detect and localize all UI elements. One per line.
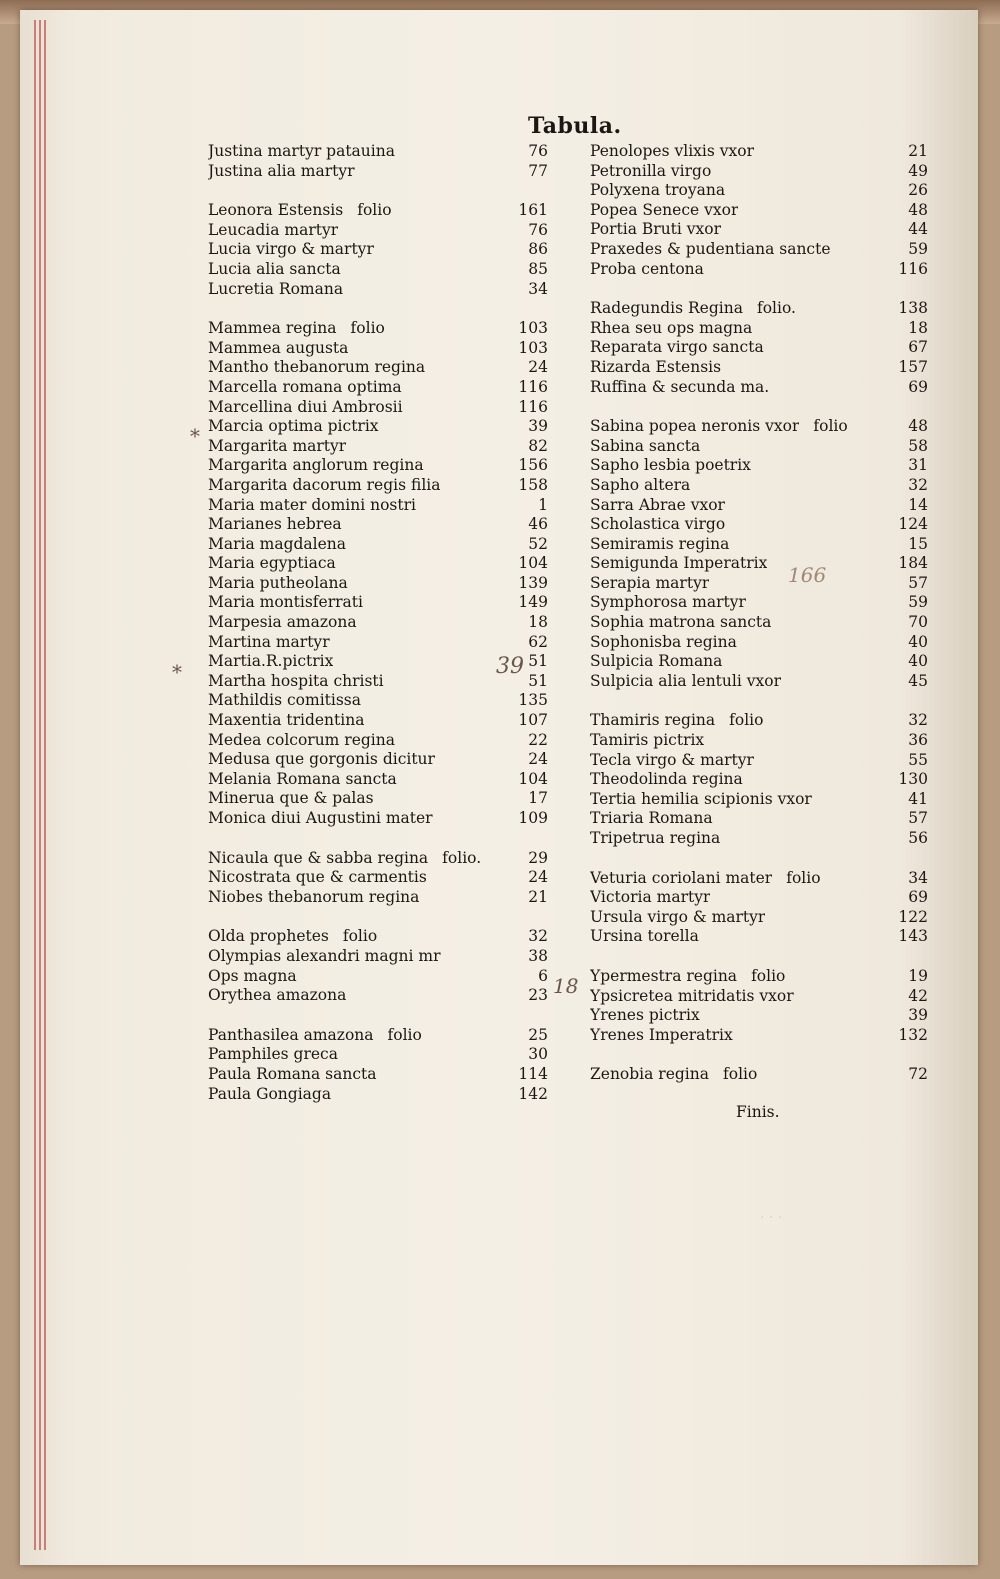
index-entry <box>208 633 548 653</box>
index-entry <box>208 201 548 221</box>
entry-name: Reparata virgo sancta <box>590 338 764 357</box>
index-entry <box>208 849 548 869</box>
entry-name: Marcellina diui Ambrosii <box>208 397 403 416</box>
folio-number: 124 <box>898 515 928 534</box>
entry-name: Mantho thebanorum regina <box>208 358 426 377</box>
folio-number: 30 <box>528 1045 548 1064</box>
entry-name: Penolopes vlixis vxor <box>590 142 754 160</box>
folio-number: 48 <box>908 200 928 219</box>
index-entry <box>590 162 928 182</box>
entry-name: Semiramis regina <box>590 534 730 553</box>
index-entry <box>590 770 928 790</box>
index-entry <box>208 1085 548 1105</box>
index-entry <box>208 750 548 770</box>
entry-name: Paula Romana sancta <box>208 1064 377 1083</box>
folio-number: 56 <box>908 829 928 847</box>
entry-name: Mammea augusta <box>208 338 349 357</box>
entry-name: Sabina popea neronis vxor <box>590 417 800 436</box>
folio-number: 184 <box>898 554 928 573</box>
handwritten-correction: 166 <box>788 563 827 587</box>
folio-number: 21 <box>528 887 548 906</box>
page-heading: Tabula. <box>528 113 622 139</box>
entry-name: Justina martyr patauina <box>208 142 395 160</box>
index-entry <box>590 987 928 1007</box>
entry-name: Maria putheolana <box>208 573 348 592</box>
entry-name: Mathildis comitissa <box>208 691 362 710</box>
entry-name: Thamiris regina <box>590 711 716 730</box>
entry-name: Leonora Estensis <box>208 201 344 220</box>
entry-name: Pamphiles greca <box>208 1045 338 1064</box>
entry-name: Margarita martyr <box>208 436 347 455</box>
index-entry <box>590 535 928 555</box>
handwritten-correction: 39 <box>496 654 524 679</box>
folio-number: 51 <box>528 652 548 671</box>
folio-number: 34 <box>908 868 928 887</box>
folio-number: 69 <box>908 377 928 396</box>
folio-number: 59 <box>908 239 928 258</box>
index-entry <box>208 358 548 378</box>
folio-label: folio. <box>442 848 482 867</box>
index-group <box>208 1026 548 1104</box>
folio-number: 116 <box>518 397 548 416</box>
folio-number: 69 <box>908 888 928 907</box>
entry-name: Martia.R.pictrix <box>208 652 334 671</box>
folio-number: 6 <box>538 966 548 985</box>
folio-number: 39 <box>528 417 548 436</box>
index-entry <box>590 908 928 928</box>
index-entry <box>208 162 548 182</box>
entry-name: Maria mater domini nostri <box>208 495 416 514</box>
entry-name: Yrenes Imperatrix <box>590 1025 733 1044</box>
entry-name: Rizarda Estensis <box>590 357 722 376</box>
entry-name: Paula Gongiaga <box>208 1084 332 1103</box>
folio-number: 85 <box>528 259 548 278</box>
folio-number: 122 <box>898 907 928 926</box>
index-entry <box>590 633 928 653</box>
index-entry <box>590 1026 928 1046</box>
index-entry <box>590 181 928 201</box>
index-entry <box>590 456 928 476</box>
entry-name: Symphorosa martyr <box>590 593 746 612</box>
entry-name: Ops magna <box>208 966 297 985</box>
index-entry <box>208 691 548 711</box>
folio-number: 1 <box>538 495 548 514</box>
folio-label: folio <box>357 201 392 220</box>
entry-name: Praxedes & pudentiana sancte <box>590 239 831 258</box>
folio-number: 135 <box>518 691 548 710</box>
index-entry <box>590 1065 928 1085</box>
entry-name: Ruffina & secunda ma. <box>590 377 770 396</box>
folio-label: folio. <box>756 299 796 318</box>
entry-name: Sapho lesbia poetrix <box>590 456 751 475</box>
index-entry <box>590 240 928 260</box>
index-entry <box>590 299 928 319</box>
entry-name: Olympias alexandri magni mr <box>208 946 441 965</box>
index-entry <box>208 731 548 751</box>
index-entry <box>208 868 548 888</box>
folio-number: 72 <box>908 1065 928 1084</box>
entry-name: Portia Bruti vxor <box>590 220 722 239</box>
folio-number: 46 <box>528 515 548 534</box>
index-entry <box>208 535 548 555</box>
red-rule-line <box>39 20 41 1550</box>
folio-label: folio <box>751 966 786 985</box>
index-entry <box>208 574 548 594</box>
entry-name: Niobes thebanorum regina <box>208 887 420 906</box>
folio-number: 107 <box>518 711 548 730</box>
folio-number: 21 <box>908 142 928 160</box>
entry-name: Maxentia tridentina <box>208 711 365 730</box>
entry-name: Petronilla virgo <box>590 161 712 180</box>
entry-name: Triaria Romana <box>590 809 713 828</box>
folio-number: 24 <box>528 750 548 769</box>
index-entry <box>590 201 928 221</box>
entry-name: Lucretia Romana <box>208 279 344 298</box>
index-group <box>590 417 928 691</box>
index-entry <box>590 496 928 516</box>
bleed-through: · · · <box>760 1210 783 1226</box>
index-entry <box>208 1026 548 1046</box>
index-entry <box>590 672 928 692</box>
index-entry <box>208 142 548 162</box>
entry-name: Serapia martyr <box>590 573 710 592</box>
index-group <box>590 711 928 848</box>
folio-number: 57 <box>908 573 928 592</box>
folio-number: 34 <box>528 279 548 298</box>
index-entry <box>590 358 928 378</box>
folio-number: 19 <box>908 966 928 985</box>
folio-label: folio <box>387 1025 422 1044</box>
index-group <box>590 1065 928 1085</box>
index-entry <box>208 1045 548 1065</box>
folio-number: 130 <box>898 770 928 789</box>
index-entry <box>590 574 928 594</box>
index-entry <box>208 417 548 437</box>
index-entry <box>208 613 548 633</box>
index-group <box>208 319 548 828</box>
index-entry <box>208 456 548 476</box>
entry-name: Radegundis Regina <box>590 299 743 318</box>
index-entry <box>208 770 548 790</box>
index-entry <box>590 869 928 889</box>
folio-number: 77 <box>528 161 548 180</box>
index-group <box>208 849 548 908</box>
index-entry <box>590 888 928 908</box>
folio-number: 149 <box>518 593 548 612</box>
entry-name: Nicostrata que & carmentis <box>208 868 427 887</box>
entry-name: Tripetrua regina <box>590 829 721 847</box>
folio-number: 104 <box>518 769 548 788</box>
index-entry <box>590 437 928 457</box>
index-entry <box>590 378 928 398</box>
entry-name: Lucia alia sancta <box>208 259 341 278</box>
folio-number: 26 <box>908 181 928 200</box>
margin-star-mark: * <box>172 660 182 684</box>
index-group <box>590 299 928 397</box>
entry-name: Panthasilea amazona <box>208 1025 374 1044</box>
folio-number: 139 <box>518 573 548 592</box>
folio-number: 157 <box>898 357 928 376</box>
index-group <box>208 927 548 1005</box>
index-entry <box>208 260 548 280</box>
entry-name: Marpesia amazona <box>208 613 357 632</box>
entry-name: Victoria martyr <box>590 888 711 907</box>
entry-name: Ursina torella <box>590 927 699 946</box>
entry-name: Medusa que gorgonis dicitur <box>208 750 435 769</box>
folio-number: 67 <box>908 338 928 357</box>
index-entry <box>590 927 928 947</box>
folio-number: 31 <box>908 456 928 475</box>
entry-name: Minerua que & palas <box>208 789 374 808</box>
folio-number: 18 <box>528 613 548 632</box>
folio-number: 52 <box>528 534 548 553</box>
red-rule-line <box>34 20 36 1550</box>
index-entry <box>208 888 548 908</box>
folio-number: 17 <box>528 789 548 808</box>
entry-name: Melania Romana sancta <box>208 769 397 788</box>
finis-text: Finis. <box>736 1103 780 1121</box>
folio-number: 142 <box>518 1084 548 1103</box>
entry-name: Popea Senece vxor <box>590 200 739 219</box>
folio-number: 15 <box>908 534 928 553</box>
folio-number: 48 <box>908 417 928 436</box>
entry-name: Sapho altera <box>590 475 691 494</box>
entry-name: Lucia virgo & martyr <box>208 240 374 259</box>
index-group <box>208 201 548 299</box>
entry-name: Sophonisba regina <box>590 632 737 651</box>
entry-name: Sarra Abrae vxor <box>590 495 725 514</box>
index-entry <box>208 554 548 574</box>
index-entry <box>590 731 928 751</box>
folio-number: 39 <box>908 1006 928 1025</box>
entry-name: Maria montisferrati <box>208 593 363 612</box>
index-entry <box>208 593 548 613</box>
entry-name: Olda prophetes <box>208 927 329 946</box>
entry-name: Marianes hebrea <box>208 515 342 534</box>
index-entry <box>208 809 548 829</box>
entry-name: Scholastica virgo <box>590 515 726 534</box>
folio-number: 51 <box>528 671 548 690</box>
folio-label: folio <box>350 319 385 338</box>
index-entry <box>590 790 928 810</box>
folio-number: 104 <box>518 554 548 573</box>
index-group <box>590 869 928 947</box>
folio-number: 76 <box>528 220 548 239</box>
entry-name: Sulpicia Romana <box>590 652 723 671</box>
folio-number: 158 <box>518 475 548 494</box>
index-entry <box>590 711 928 731</box>
entry-name: Sulpicia alia lentuli vxor <box>590 671 781 690</box>
index-entry <box>590 652 928 672</box>
folio-number: 42 <box>908 986 928 1005</box>
folio-number: 18 <box>908 318 928 337</box>
index-entry <box>208 515 548 535</box>
folio-number: 103 <box>518 338 548 357</box>
entry-name: Medea colcorum regina <box>208 730 395 749</box>
index-entry <box>208 967 548 987</box>
folio-number: 36 <box>908 731 928 750</box>
folio-number: 70 <box>908 613 928 632</box>
index-group <box>590 967 928 1045</box>
index-group <box>590 142 928 279</box>
entry-name: Margarita dacorum regis filia <box>208 475 441 494</box>
folio-number: 116 <box>518 377 548 396</box>
folio-label: folio <box>813 417 848 436</box>
folio-number: 24 <box>528 358 548 377</box>
index-entry <box>208 221 548 241</box>
folio-label: folio <box>342 927 378 946</box>
entry-name: Veturia coriolani mater <box>590 868 773 887</box>
folio-number: 32 <box>528 927 548 946</box>
folio-number: 57 <box>908 809 928 828</box>
entry-name: Ypermestra regina <box>590 966 738 985</box>
folio-label: folio <box>786 868 821 887</box>
folio-number: 40 <box>908 652 928 671</box>
index-entry <box>208 319 548 339</box>
entry-name: Tamiris pictrix <box>590 731 705 750</box>
index-entry <box>208 496 548 516</box>
entry-name: Nicaula que & sabba regina <box>208 848 429 867</box>
folio-number: 114 <box>518 1064 548 1083</box>
entry-name: Orythea amazona <box>208 986 347 1005</box>
entry-name: Semigunda Imperatrix <box>590 554 768 573</box>
folio-number: 40 <box>908 632 928 651</box>
entry-name: Ursula virgo & martyr <box>590 907 766 926</box>
folio-number: 38 <box>528 946 548 965</box>
folio-number: 156 <box>518 456 548 475</box>
folio-number: 55 <box>908 750 928 769</box>
index-column-right <box>590 142 928 1105</box>
index-entry <box>590 260 928 280</box>
index-entry <box>208 339 548 359</box>
entry-name: Sophia matrona sancta <box>590 613 772 632</box>
index-entry <box>208 927 548 947</box>
entry-name: Theodolinda regina <box>590 770 743 789</box>
index-entry <box>590 751 928 771</box>
folio-number: 103 <box>518 319 548 338</box>
index-entry <box>208 398 548 418</box>
index-entry <box>208 437 548 457</box>
index-entry <box>590 593 928 613</box>
index-entry <box>590 417 928 437</box>
entry-name: Marcia optima pictrix <box>208 417 379 436</box>
folio-number: 23 <box>528 986 548 1005</box>
index-entry <box>208 476 548 496</box>
entry-name: Sabina sancta <box>590 436 701 455</box>
index-entry <box>208 711 548 731</box>
entry-name: Marcella romana optima <box>208 377 402 396</box>
handwritten-correction: 18 <box>553 974 579 998</box>
folio-number: 132 <box>898 1025 928 1044</box>
folio-number: 22 <box>528 730 548 749</box>
folio-number: 86 <box>528 240 548 259</box>
entry-name: Maria magdalena <box>208 534 347 553</box>
entry-name: Tecla virgo & martyr <box>590 750 754 769</box>
margin-star-mark: * <box>190 424 200 448</box>
entry-name: Justina alia martyr <box>208 161 355 180</box>
folio-number: 32 <box>908 475 928 494</box>
index-entry <box>590 613 928 633</box>
folio-number: 29 <box>528 848 548 867</box>
index-entry <box>208 280 548 300</box>
entry-name: Leucadia martyr <box>208 220 339 239</box>
entry-name: Zenobia regina <box>590 1065 709 1084</box>
entry-name: Monica diui Augustini mater <box>208 809 433 827</box>
entry-name: Martha hospita christi <box>208 671 384 690</box>
folio-number: 44 <box>908 220 928 239</box>
folio-label: folio <box>729 711 764 730</box>
folio-number: 24 <box>528 868 548 887</box>
index-entry <box>208 378 548 398</box>
index-entry <box>590 220 928 240</box>
entry-name: Polyxena troyana <box>590 181 726 200</box>
index-entry <box>590 319 928 339</box>
entry-name: Yrenes pictrix <box>590 1006 700 1025</box>
folio-number: 161 <box>518 201 548 220</box>
folio-number: 109 <box>518 809 548 827</box>
index-entry <box>208 947 548 967</box>
entry-name: Maria egyptiaca <box>208 554 336 573</box>
folio-number: 45 <box>908 671 928 690</box>
entry-name: Ypsicretea mitridatis vxor <box>590 986 794 1005</box>
index-column-left <box>208 142 548 1124</box>
index-entry <box>590 1006 928 1026</box>
index-entry <box>590 338 928 358</box>
folio-number: 14 <box>908 495 928 514</box>
folio-number: 59 <box>908 593 928 612</box>
folio-number: 58 <box>908 436 928 455</box>
index-entry <box>590 829 928 849</box>
index-entry <box>208 986 548 1006</box>
folio-number: 143 <box>898 927 928 946</box>
folio-number: 116 <box>898 259 928 278</box>
entry-name: Mammea regina <box>208 319 337 338</box>
index-entry <box>590 809 928 829</box>
folio-number: 25 <box>528 1025 548 1044</box>
folio-number: 62 <box>528 632 548 651</box>
index-group <box>208 142 548 181</box>
index-entry <box>208 1065 548 1085</box>
folio-number: 41 <box>908 789 928 808</box>
folio-number: 138 <box>898 299 928 318</box>
folio-number: 82 <box>528 436 548 455</box>
folio-number: 32 <box>908 711 928 730</box>
entry-name: Rhea seu ops magna <box>590 318 753 337</box>
entry-name: Martina martyr <box>208 632 330 651</box>
entry-name: Margarita anglorum regina <box>208 456 424 475</box>
folio-label: folio <box>723 1065 758 1084</box>
index-entry <box>590 967 928 987</box>
folio-number: 49 <box>908 161 928 180</box>
folio-number: 76 <box>528 142 548 160</box>
index-entry <box>208 240 548 260</box>
red-rule-line <box>44 20 46 1550</box>
index-entry <box>208 789 548 809</box>
entry-name: Proba centona <box>590 259 704 278</box>
entry-name: Tertia hemilia scipionis vxor <box>590 789 812 808</box>
index-entry <box>590 142 928 162</box>
index-entry <box>590 554 928 574</box>
index-entry <box>590 476 928 496</box>
index-entry <box>590 515 928 535</box>
